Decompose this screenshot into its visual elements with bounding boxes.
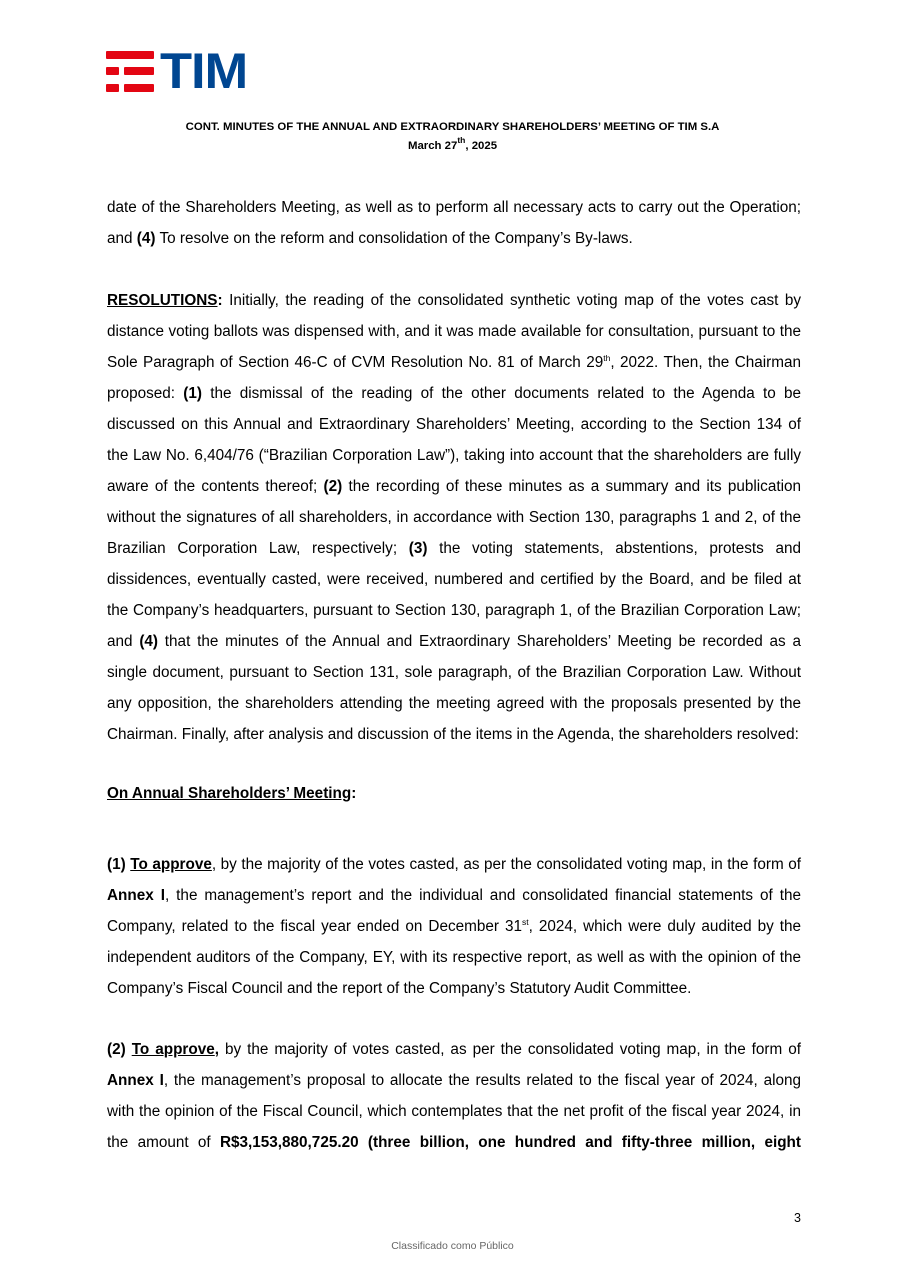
classification-label: Classificado como Público [391,1240,514,1252]
resolutions-label: RESOLUTIONS [107,292,218,309]
tim-logo [106,43,248,99]
resolution-item-2: (2) To approve, by the majority of votes casted, as per the consolidated voting map, in the form of Annex I, the management’s proposal to allocate the results related to the fiscal year of 2024, along with the opinion of the Fiscal Council, which contemplates that the net profit of the fiscal year 2024, in the amount of R$3,153,880,725.20 (three billion, one hundred and fifty-three million, eight [107,1041,802,1151]
paragraph-agenda-end: date of the Shareholders Meeting, as well as to perform all necessary acts to carry out the Operation; and (4) To resolve on the reform and consolidation of the Company’s By-laws. [107,199,801,247]
document-title: CONT. MINUTES OF THE ANNUAL AND EXTRAORDINARY SHAREHOLDERS’ MEETING OF TIM S.A [185,121,720,133]
document-date: March 27th, 2025 [407,135,498,152]
tim-logo-mark-icon [106,51,154,92]
page-number: 3 [794,1211,801,1225]
tim-logo-text: TIM [160,43,248,99]
resolution-item-1: (1) To approve, by the majority of the votes casted, as per the consolidated voting map, in the form of Annex I, the management’s report and the individual and consolidated financial statements of the Company, related to the fiscal year ended on December 31st, 2024, which were duly audited by the independent auditors of the Company, EY, with its respective report, as well as with the opinion of the Company’s Fiscal Council and the report of the Company’s Statutory Audit Committee. [107,856,802,997]
paragraph-resolutions: RESOLUTIONS: Initially, the reading of the consolidated synthetic voting map of the votes cast by distance voting ballots was dispensed with, and it was made available for consultation, pursuant to the Sole Paragraph of Section 46-C of CVM Resolution No. 81 of March 29th, 2022. Then, the Chairman proposed: (1) the dismissal of the reading of the other documents related to the Agenda to be discussed on this Annual and Extraordinary Shareholders’ Meeting, according to the Section 134 of the Law No. 6,404/76 (“Brazilian Corporation Law”), taking into account that the shareholders are fully aware of the contents thereof; (2) the recording of these minutes as a summary and its publication without the signatures of all shareholders, in accordance with Section 130, paragraphs 1 and 2, of the Brazilian Corporation Law, respectively; (3) the voting statements, abstentions, protests and dissidences, eventually casted, were received, numbered and certified by the Board, and be filed at the Company’s headquarters, pursuant to Section 130, paragraph 1, of the Brazilian Corporation Law; and (4) that the minutes of the Annual and Extraordinary Shareholders’ Meeting be recorded as a single document, pursuant to Section 131, sole paragraph, of the Brazilian Corporation Law. Without any opposition, the shareholders attending the meeting agreed with the proposals presented by the Chairman. Finally, after analysis and discussion of the items in the Agenda, the shareholders resolved: [107,292,801,743]
section-heading: On Annual Shareholders’ Meeting: [107,785,357,802]
